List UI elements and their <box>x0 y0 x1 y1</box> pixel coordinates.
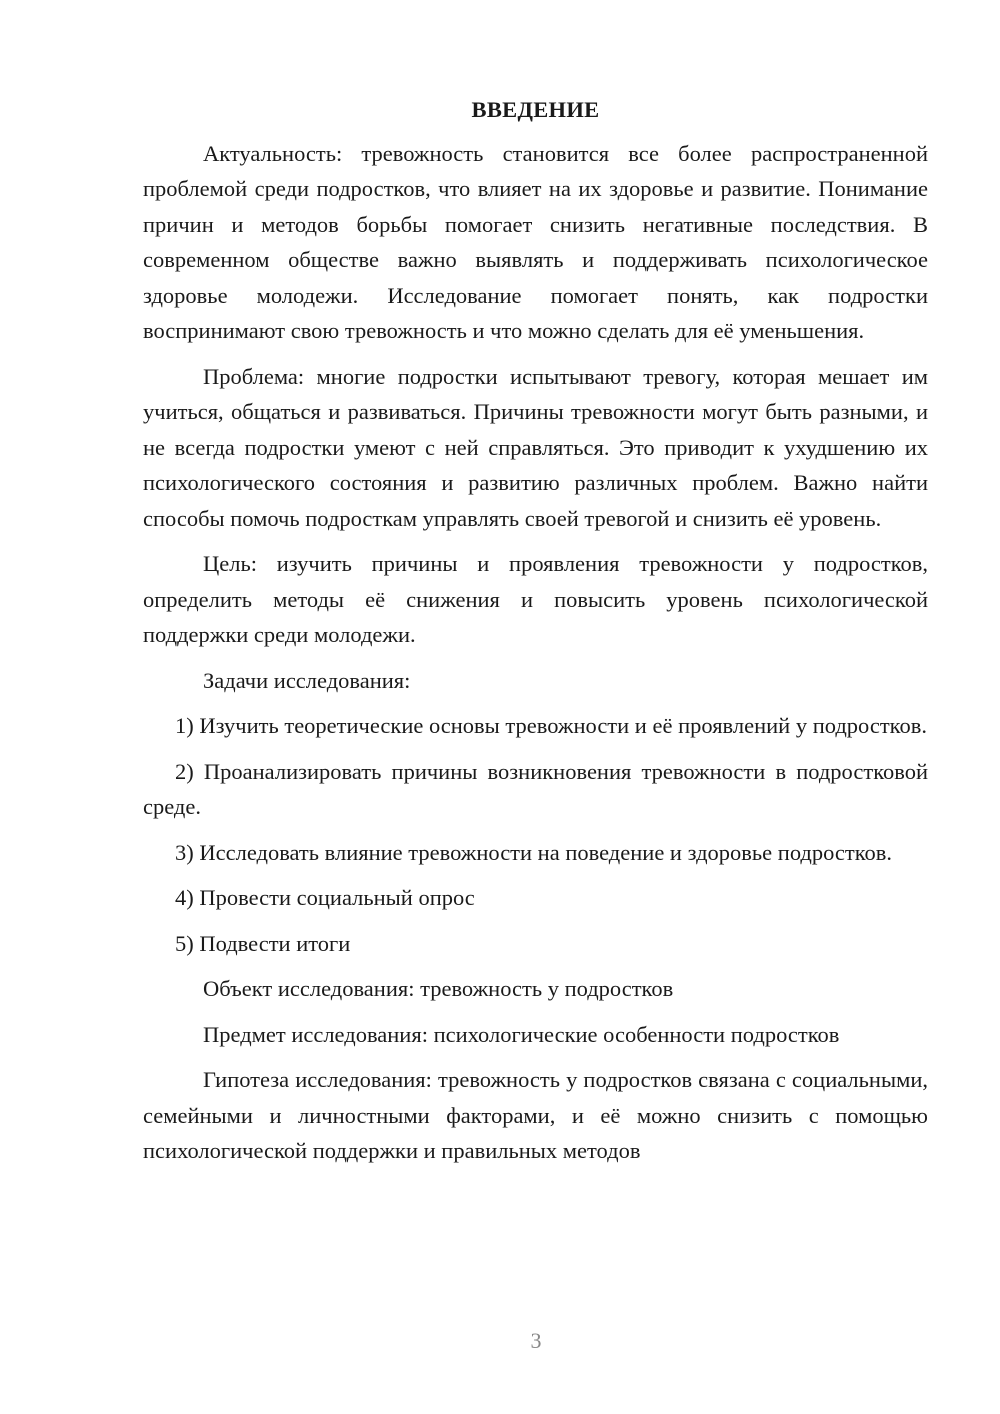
page-title: ВВЕДЕНИЕ <box>471 97 600 122</box>
page-number: 3 <box>530 1328 542 1353</box>
research-hypothesis: Гипотеза исследования: тревожность у подростков связана с социальными, семейными и личностными факторами, и её можно снизить с помощью психологической поддержки и правильных методов <box>143 1067 928 1163</box>
tasks-title: Задачи исследования: <box>203 667 411 693</box>
relevance-paragraph: Актуальность: тревожность становится все более распространенной проблемой среди подростков, что влияет на их здоровье и развитие. Понимание причин и методов борьбы помогает снизить негативные последствия. В современном обществе важно выявлять и поддерживать психологическое здоровье молодежи. Исследование помогает понять, как подростки воспринимают свою тревожность и что можно сделать для её уменьшения. <box>143 140 928 343</box>
task-item-3: 3) Исследовать влияние тревожности на поведение и здоровье подростков. <box>175 839 893 865</box>
task-item-2: 2) Проанализировать причины возникновения тревожности в подростковой среде. <box>143 758 928 819</box>
task-item-1: 1) Изучить теоретические основы тревожности и её проявлений у подростков. <box>175 713 927 738</box>
research-subject: Предмет исследования: психологические особенности подростков <box>203 1021 840 1047</box>
problem-paragraph: Проблема: многие подростки испытывают тревогу, которая мешает им учиться, общаться и развиваться. Причины тревожности могут быть разными, и не всегда подростки умеют с ней справляться. Это приводит к ухудшению их психологического состояния и развитию различных проблем. Важно найти способы помочь подросткам управлять своей тревогой и снизить её уровень. <box>143 363 928 531</box>
goal-paragraph: Цель: изучить причины и проявления тревожности у подростков, определить методы её снижения и повысить уровень психологической поддержки среди молодежи. <box>143 551 928 647</box>
research-object: Объект исследования: тревожность у подростков <box>203 976 674 1001</box>
task-item-5: 5) Подвести итоги <box>175 930 351 956</box>
document-body <box>143 92 928 1179</box>
task-item-4: 4) Провести социальный опрос <box>175 885 475 910</box>
